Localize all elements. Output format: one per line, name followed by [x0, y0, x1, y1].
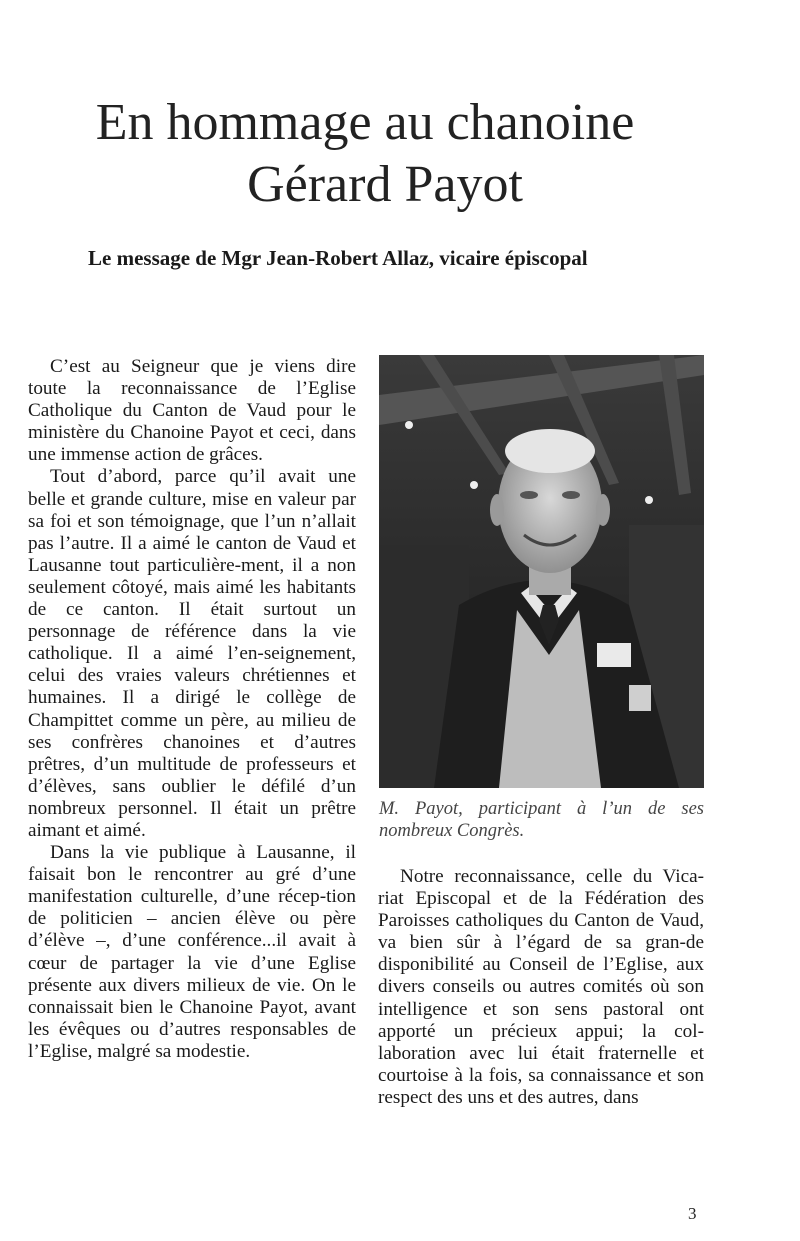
article-subtitle: Le message de Mgr Jean-Robert Allaz, vicaire épiscopal: [88, 246, 588, 270]
portrait-photo: [379, 355, 704, 788]
paragraph: Tout d’abord, parce qu’il avait une belle et grande culture, mise en valeur par sa foi et son témoignage, que l’un n’allait pas l’autre. Il a aimé le canton de Vaud et Lausanne tout particulière-ment, il a non seulement côtoyé, mais aimé les habitants de ce canton. Il était surtout un personnage de référence dans la vie catholique. Il a aimé l’en-seignement, celui des vraies valeurs chrétiennes et humaines. Il a dirigé le collège de Champittet comme un père, au milieu de ses confrères chanoines et d’autres prêtres, d’un multitude de professeurs et d’élèves, sans oublier le défilé d’un nombreux personnel. Il était un prêtre aimant et aimé.: [28, 466, 356, 841]
paragraph: C’est au Seigneur que je viens dire toute la reconnaissance de l’Eglise Catholique du Canton de Vaud pour le ministère du Chanoine Payot et ceci, dans une immense action de grâces.: [28, 356, 356, 466]
portrait-photo-illustration: [379, 355, 704, 788]
title-line-1: En hommage au chanoine: [95, 94, 635, 151]
photo-caption: M. Payot, participant à l’un de ses nombreux Congrès.: [379, 799, 704, 841]
left-column: [28, 356, 356, 1063]
article-title: [0, 92, 730, 216]
title-line-2: Gérard Payot: [247, 156, 523, 213]
right-column: [378, 866, 704, 1109]
paragraph: Dans la vie publique à Lausanne, il faisait bon le rencontrer au gré d’une manifestation culturelle, d’une récep-tion de politicien – ancien élève ou père d’élève –, d’une conférence...il avait à cœur de partager la vie d’une Eglise présente aux divers milieux de vie. On le connaissait bien le Chanoine Payot, avant les évêques ou d’autres responsables de l’Eglise, malgré sa modestie.: [28, 842, 356, 1062]
paragraph: Notre reconnaissance, celle du Vica-riat Episcopal et de la Fédération des Paroisses catholiques du Canton de Vaud, va bien sûr à l’égard de sa gran-de disponibilité au Conseil de l’Eglise, aux divers conseils ou autres comités où son intelligence et son sens pastoral ont apporté un précieux appui; la col-laboration avec lui était fraternelle et courtoise à la fois, sa connaissance et son respect des uns et des autres, dans: [378, 866, 704, 1108]
page-number: 3: [688, 1204, 697, 1223]
